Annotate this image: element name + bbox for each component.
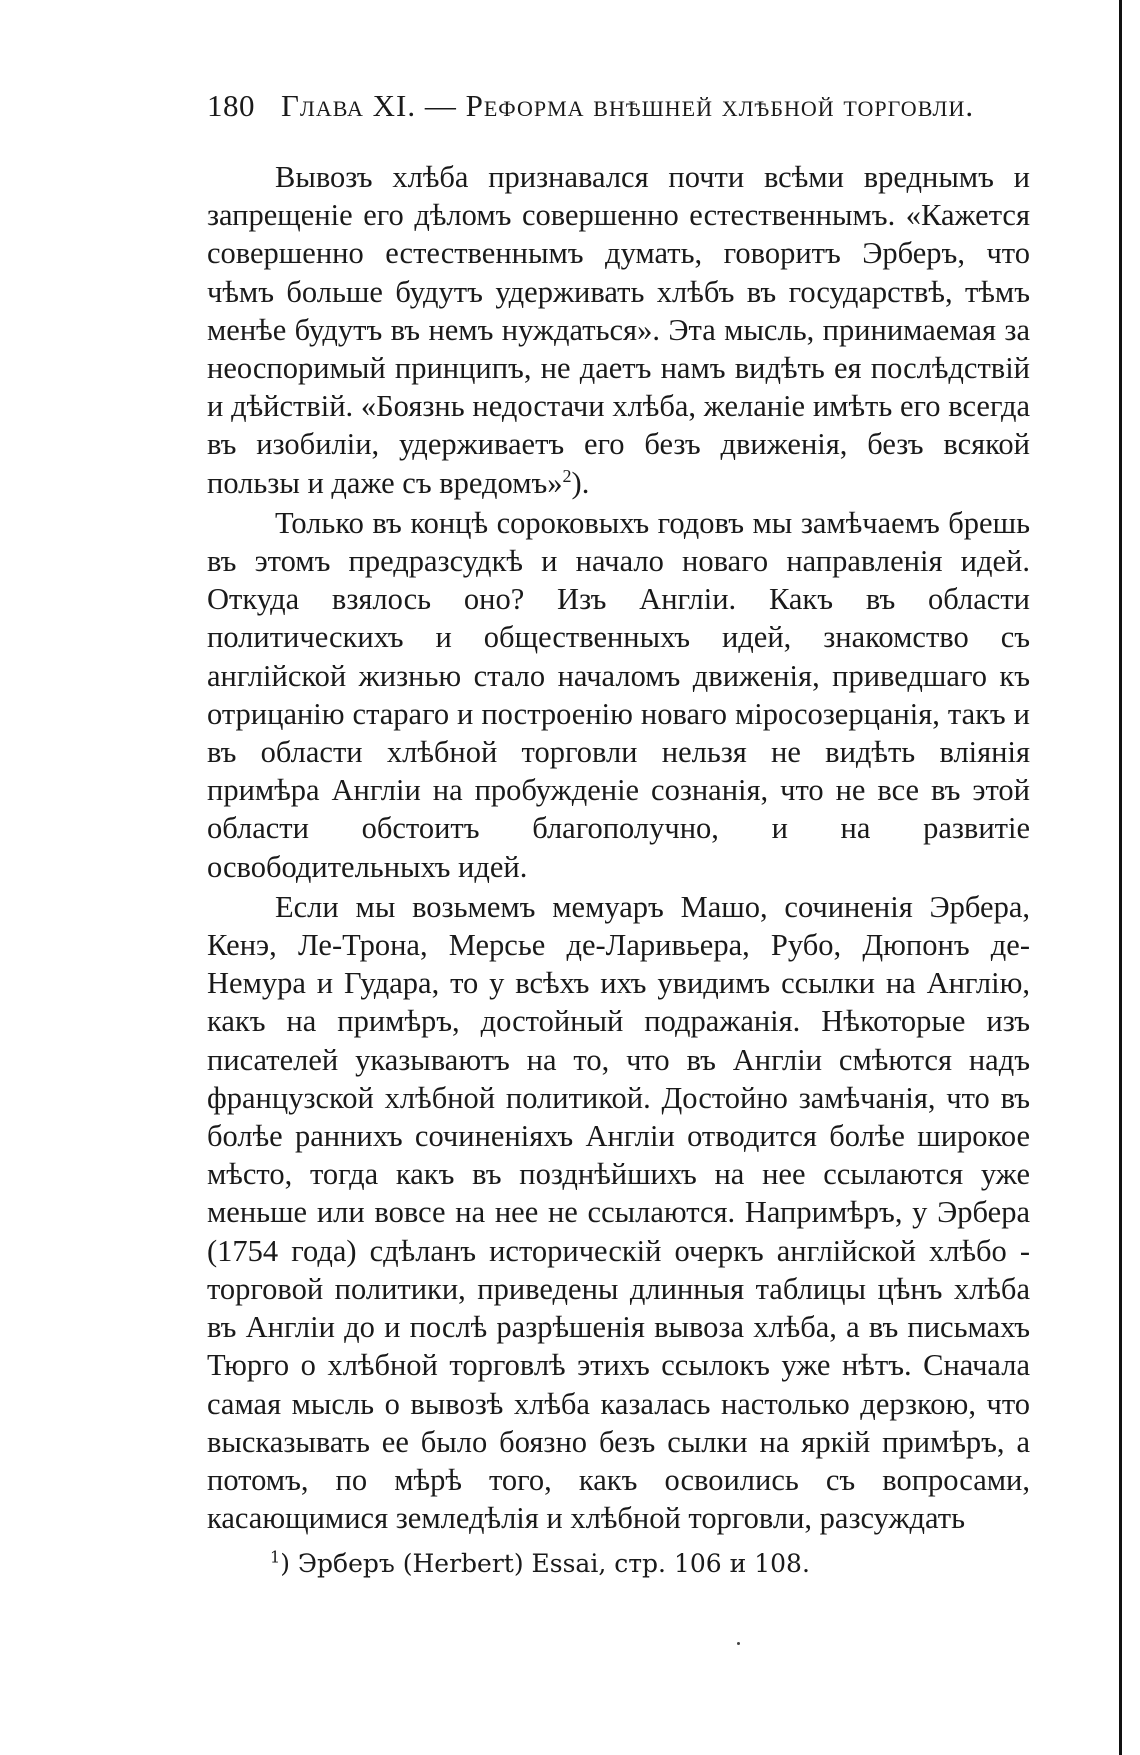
paragraph-2	[207, 504, 1030, 886]
footnote-mark: 1	[270, 1547, 281, 1567]
page-edge-rule	[1119, 0, 1122, 1755]
footnote	[270, 1549, 810, 1578]
document-page	[207, 88, 1030, 1537]
running-head	[207, 88, 1030, 124]
paragraph-2-text: Только въ концѣ сороковыхъ годовъ мы замѣчаемъ брешь въ этомъ предразсудкѣ и начало новаго направленія идей. Откуда взялось оно? Изъ Англіи. Какъ въ области политическихъ и общественныхъ идей, знакомство съ англійской жизнью стало началомъ движенія, приведшаго къ отрицанію стараго и построенію новаго міросозерцанія, такъ и въ области хлѣбной торговли нельзя не видѣть вліянія примѣра Англіи на пробужденіе сознанія, что не все въ этой области обстоитъ благополучно, и на развитіе освободительныхъ идей.	[207, 505, 1030, 884]
paragraph-1-text: Вывозъ хлѣба признавался почти всѣми вреднымъ и запрещеніе его дѣломъ совершенно естественнымъ. «Кажется совершенно естественнымъ думать, говоритъ Эрберъ, что чѣмъ больше будутъ удерживать хлѣбъ въ государствѣ, тѣмъ менѣе будутъ въ немъ нуждаться». Эта мысль, принимаемая за неоспоримый принципъ, не даетъ намъ видѣть ея послѣдствій и дѣйствій. «Боязнь недостачи хлѣба, желаніе имѣть его всегда въ изобиліи, удерживаетъ его безъ движенія, безъ всякой пользы и даже съ вредомъ»	[207, 160, 1030, 500]
print-speck	[737, 1642, 740, 1645]
paragraph-1-tail: ).	[571, 465, 590, 500]
chapter-title: Глава XI. — Реформа внѣшней хлѣбной торговли.	[281, 88, 975, 123]
footnote-reference: 2	[562, 465, 572, 486]
paragraph-1	[207, 158, 1030, 502]
paragraph-3	[207, 888, 1030, 1537]
footnote-text: ) Эрберъ (Herbert) Essai, стр. 106 и 108.	[280, 1549, 810, 1578]
paragraph-3-text: Если мы возьмемъ мемуаръ Машо, сочиненія Эрбера, Кенэ, Ле-Трона, Мерсье де-Ларивьера, Рубо, Дюпонъ де-Немура и Гудара, то у всѣхъ ихъ увидимъ ссылки на Англію, какъ на примѣръ, достойный подражанія. Нѣкоторые изъ писателей указываютъ на то, что въ Англіи смѣются надъ французской хлѣбной политикой. Достойно замѣчанія, что въ болѣе раннихъ сочиненіяхъ Англіи отводится болѣе широкое мѣсто, тогда какъ въ позднѣйшихъ на нее ссылаются уже меньше или вовсе на нее не ссылаются. Напримѣръ, у Эрбера (1754 года) сдѣланъ историческій очеркъ англійской хлѣбо - торговой политики, приведены длинныя таблицы цѣнъ хлѣба въ Англіи до и послѣ разрѣшенія вывоза хлѣба, а въ письмахъ Тюрго о хлѣбной торговлѣ этихъ ссылокъ уже нѣтъ. Сначала самая мысль о вывозѣ хлѣба казалась настолько дерзкою, что высказывать ее было боязно безъ сылки на яркій примѣръ, а потомъ, по мѣрѣ того, какъ освоились съ вопросами, касающимися земледѣлія и хлѣбной торговли, разсуждать	[207, 889, 1030, 1536]
page-number: 180	[207, 88, 255, 123]
